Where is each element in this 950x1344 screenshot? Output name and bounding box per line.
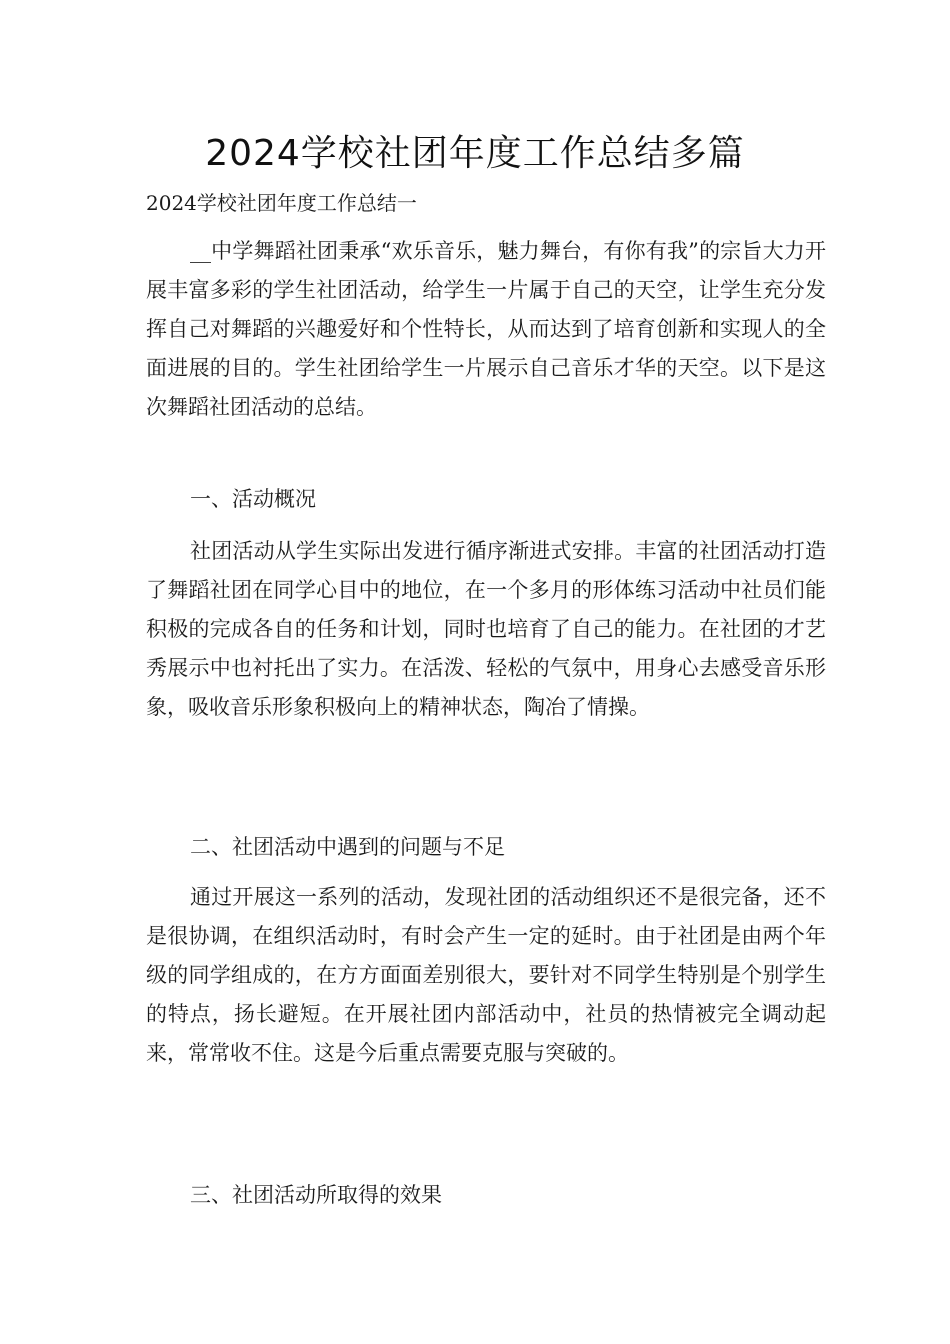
paragraph-intro: __中学舞蹈社团秉承“欢乐音乐，魅力舞台，有你有我”的宗旨大力开展丰富多彩的学生社团活动，给学生一片属于自己的天空，让学生充分发挥自己对舞蹈的兴趣爱好和个性特长，从而达到了培育创新和实现人的全面进展的目的。学生社团给学生一片展示自己音乐才华的天空。以下是这次舞蹈社团活动的总结。 [146, 239, 826, 419]
heading-results: 三、社团活动所取得的效果 [190, 1183, 442, 1207]
heading-activity-overview: 一、活动概况 [190, 487, 316, 511]
document-title: 2024学校社团年度工作总结多篇 [205, 133, 745, 174]
paragraph-activity-overview: 社团活动从学生实际出发进行循序渐进式安排。丰富的社团活动打造了舞蹈社团在同学心目中的地位，在一个多月的形体练习活动中社员们能积极的完成各自的任务和计划，同时也培育了自己的能力。在社团的才艺秀展示中也衬托出了实力。在活泼、轻松的气氛中，用身心去感受音乐形象，吸收音乐形象积极向上的精神状态，陶冶了情操。 [146, 539, 826, 719]
section-subtitle: 2024学校社团年度工作总结一 [146, 191, 417, 215]
paragraph-problems: 通过开展这一系列的活动，发现社团的活动组织还不是很完备，还不是很协调，在组织活动时，有时会产生一定的延时。由于社团是由两个年级的同学组成的，在方方面面差别很大，要针对不同学生特别是个别学生的特点，扬长避短。在开展社团内部活动中，社员的热情被完全调动起来，常常收不住。这是今后重点需要克服与突破的。 [146, 885, 826, 1065]
heading-problems: 二、社团活动中遇到的问题与不足 [190, 835, 505, 859]
